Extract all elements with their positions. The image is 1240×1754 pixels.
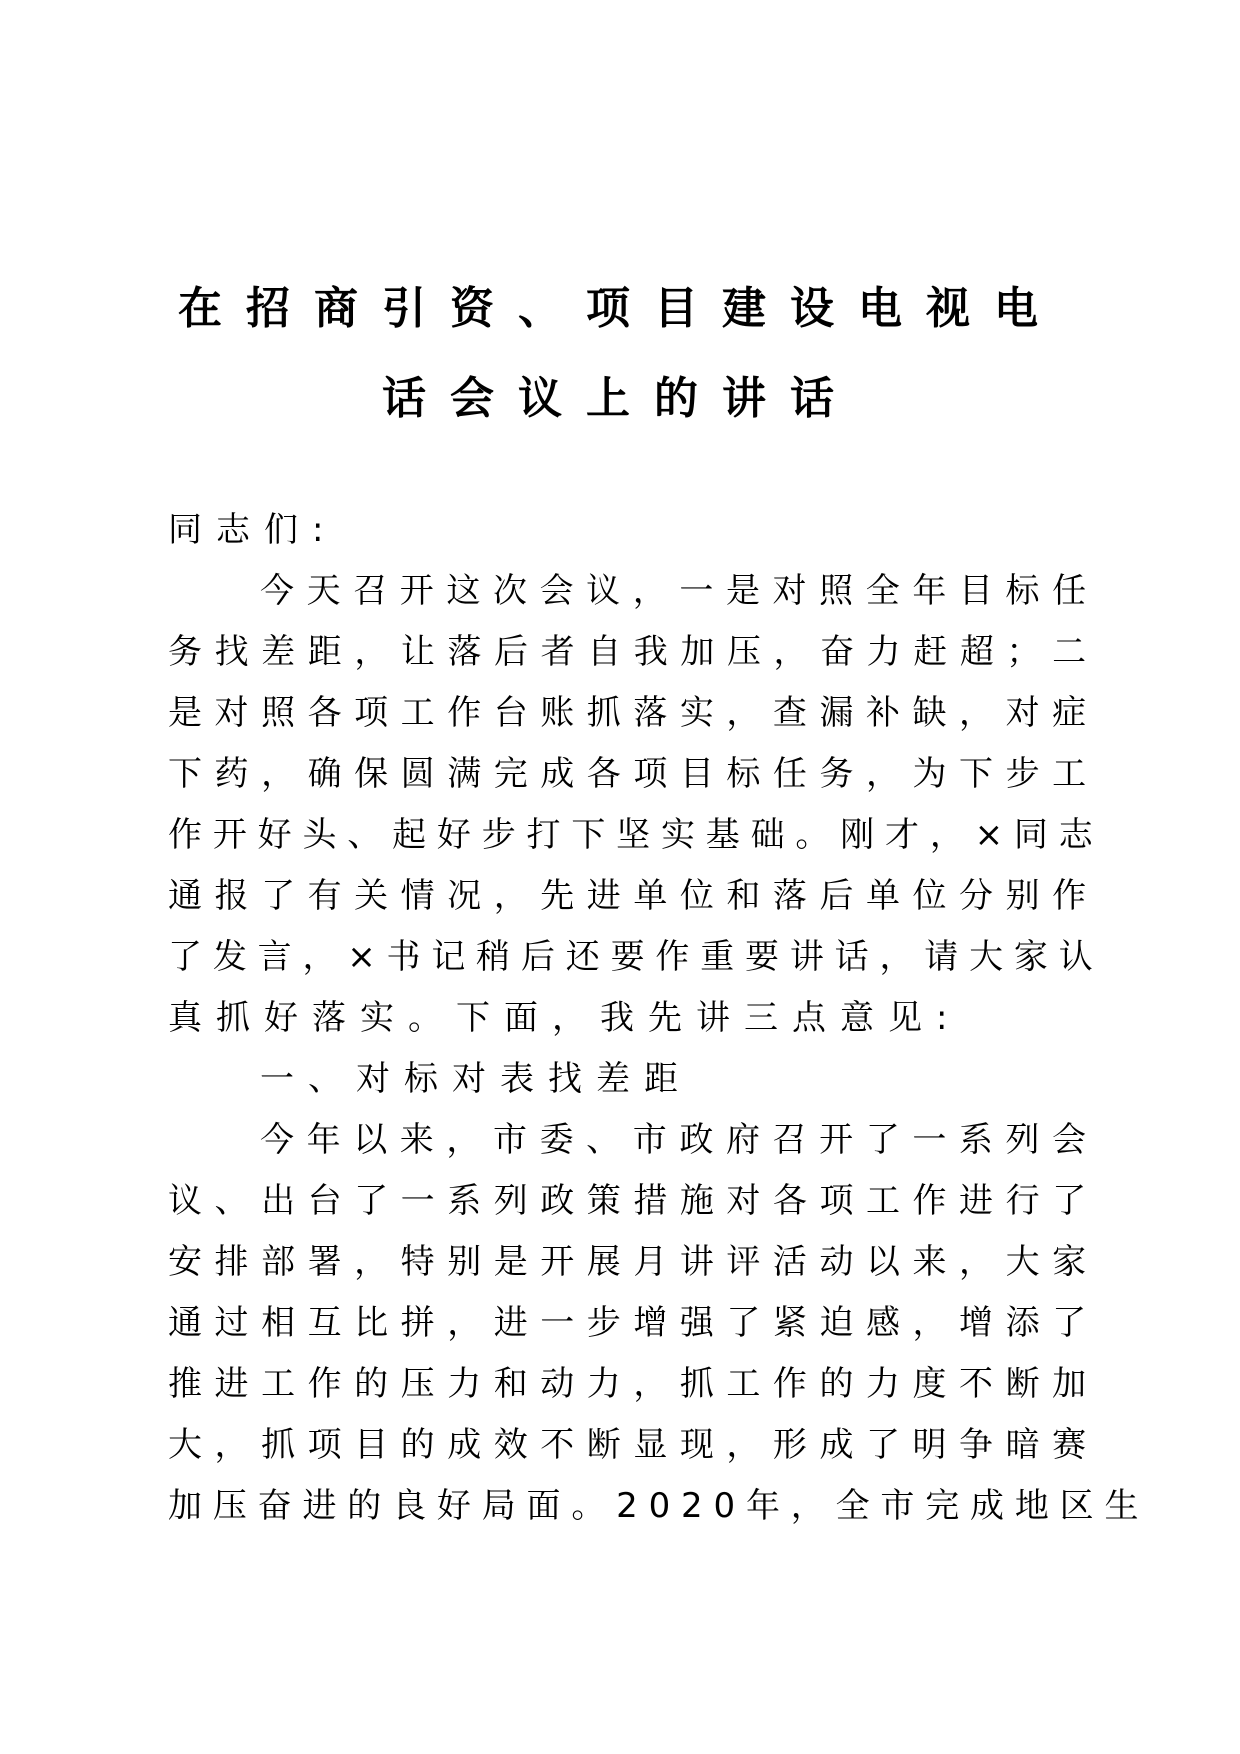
- document-title-line-2: 话会议上的讲话: [382, 373, 858, 424]
- body-line: 下 药 ， 确 保 圆 满 完 成 各 项 目 标 任 务 ， 为 下 步 工: [168, 754, 1087, 794]
- body-line: 一、对标对表找差距: [260, 1059, 692, 1099]
- body-line: 是 对 照 各 项 工 作 台 账 抓 落 实 ， 查 漏 补 缺 ， 对 症: [168, 693, 1087, 733]
- body-line: 今 年 以 来 ， 市 委 、 市 政 府 召 开 了 一 系 列 会: [260, 1120, 1087, 1160]
- body-line: 通 过 相 互 比 拼 ， 进 一 步 增 强 了 紧 迫 感 ， 增 添 了: [168, 1303, 1087, 1343]
- body-line: 务 找 差 距 ， 让 落 后 者 自 我 加 压 ， 奋 力 赶 超 ； 二: [168, 632, 1087, 672]
- body-line: 今 天 召 开 这 次 会 议 ， 一 是 对 照 全 年 目 标 任: [260, 571, 1087, 611]
- document-body: [168, 500, 1139, 1537]
- body-line: 了 发 言 ， × 书 记 稍 后 还 要 作 重 要 讲 话 ， 请 大 家 认: [168, 937, 1093, 977]
- body-line: 大 ， 抓 项 目 的 成 效 不 断 显 现 ， 形 成 了 明 争 暗 赛: [168, 1425, 1087, 1465]
- body-line: 真抓好落实。下面，我先讲三点意见:: [168, 998, 962, 1038]
- body-line: 作 开 好 头 、 起 好 步 打 下 坚 实 基 础 。 刚 才 ， × 同 志: [168, 815, 1093, 855]
- document-title-line-1: 在招商引资、项目建设电视电: [178, 283, 1062, 334]
- body-line: 通 报 了 有 关 情 况 ， 先 进 单 位 和 落 后 单 位 分 别 作: [168, 876, 1087, 916]
- body-line: 推 进 工 作 的 压 力 和 动 力 ， 抓 工 作 的 力 度 不 断 加: [168, 1364, 1087, 1404]
- body-line: 安 排 部 署 ， 特 别 是 开 展 月 讲 评 活 动 以 来 ， 大 家: [168, 1242, 1087, 1282]
- body-line: 议 、 出 台 了 一 系 列 政 策 措 施 对 各 项 工 作 进 行 了: [168, 1181, 1087, 1221]
- body-line: 同志们:: [168, 510, 338, 550]
- body-line: 加 压 奋 进 的 良 好 局 面 。 2 0 2 0 年 ， 全 市 完 成 地 区 生: [168, 1486, 1139, 1526]
